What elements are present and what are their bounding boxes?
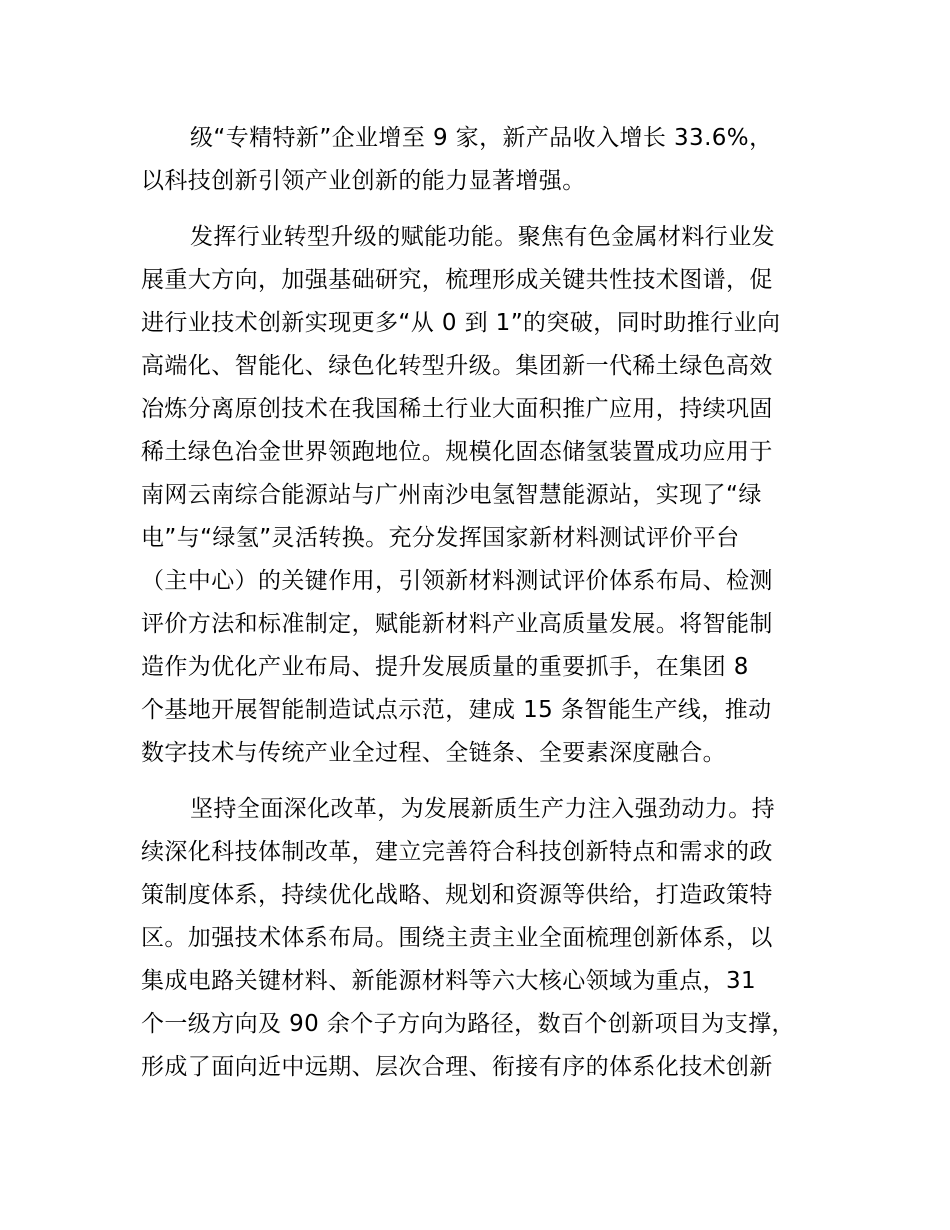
text-line: 数字技术与传统产业全过程、全链条、全要素深度融合。	[141, 740, 726, 766]
text-line: 个一级方向及 90 余个子方向为路径，数百个创新项目为支撑，	[141, 1011, 795, 1037]
text-line: 区。加强技术体系布局。围绕主责主业全面梳理创新体系，以	[141, 925, 773, 951]
text-line: 南网云南综合能源站与广州南沙电氢智慧能源站，实现了“绿	[141, 482, 762, 508]
text-line: 续深化科技体制改革，建立完善符合科技创新特点和需求的政	[141, 839, 773, 865]
text-line: 集成电路关键材料、新能源材料等六大核心领域为重点，31	[141, 968, 757, 994]
text-line: 电”与“绿氢”灵活转换。充分发挥国家新材料测试评价平台	[141, 525, 740, 551]
text-line: 稀土绿色冶金世界领跑地位。规模化固态储氢装置成功应用于	[141, 439, 773, 465]
text-line: 进行业技术创新实现更多“从 0 到 1”的突破，同时助推行业向	[141, 310, 781, 336]
text-line: 策制度体系，持续优化战略、规划和资源等供给，打造政策特	[141, 882, 773, 908]
text-line: 造作为优化产业布局、提升发展质量的重要抓手，在集团 8	[141, 654, 749, 680]
text-line: 发挥行业转型升级的赋能功能。聚焦有色金属材料行业发	[190, 224, 775, 250]
text-line: 级“专精特新”企业增至 9 家，新产品收入增长 33.6%，	[190, 125, 773, 151]
text-line: 个基地开展智能制造试点示范，建成 15 条智能生产线，推动	[141, 697, 772, 723]
text-line: 高端化、智能化、绿色化转型升级。集团新一代稀土绿色高效	[141, 353, 773, 379]
text-line: 以科技创新引领产业创新的能力显著增强。	[141, 168, 586, 194]
text-line: （主中心）的关键作用，引领新材料测试评价体系布局、检测	[141, 568, 773, 594]
text-line: 坚持全面深化改革，为发展新质生产力注入强劲动力。持	[190, 796, 775, 822]
text-line: 展重大方向，加强基础研究，梳理形成关键共性技术图谱，促	[141, 267, 773, 293]
text-line: 形成了面向近中远期、层次合理、衔接有序的体系化技术创新	[141, 1054, 773, 1080]
text-line: 评价方法和标准制定，赋能新材料产业高质量发展。将智能制	[141, 611, 773, 637]
text-line: 冶炼分离原创技术在我国稀土行业大面积推广应用，持续巩固	[141, 396, 773, 422]
